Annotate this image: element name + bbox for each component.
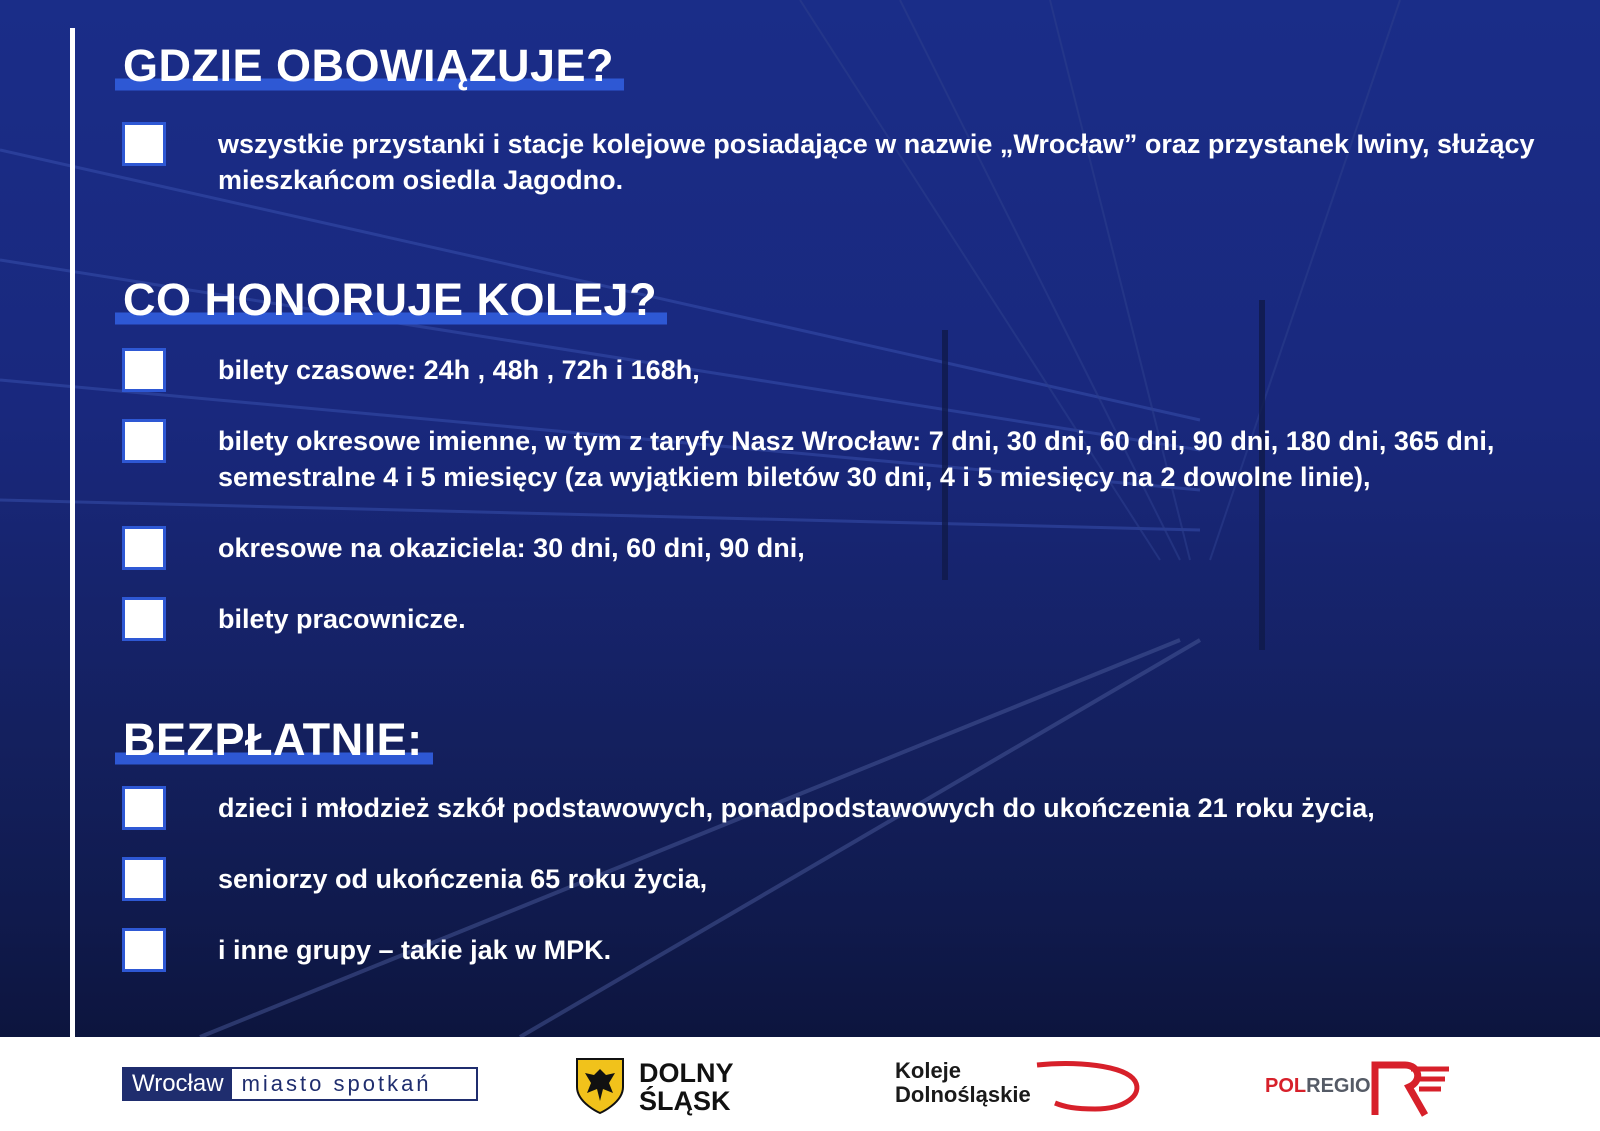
checkbox-icon <box>122 122 166 166</box>
list-item-text: i inne grupy – takie jak w MPK. <box>218 935 612 965</box>
checkbox-icon <box>122 419 166 463</box>
koleje-line: Koleje <box>895 1058 962 1083</box>
list-item-text: bilety czasowe: 24h , 48h , 72h i 168h, <box>218 355 700 385</box>
checkbox-icon <box>122 526 166 570</box>
wroclaw-logo <box>122 1067 478 1101</box>
list-item-text: bilety pracownicze. <box>218 604 466 634</box>
section-heading-where-valid: GDZIE OBOWIĄZUJE? <box>115 38 624 94</box>
checkbox-icon <box>122 597 166 641</box>
checkbox-icon <box>122 928 166 972</box>
slask-line: ŚLĄSK <box>639 1086 731 1116</box>
list-item-text: dzieci i młodzież szkół podstawowych, ponadpodstawowych do ukończenia 21 roku życia, <box>218 793 1375 823</box>
checkbox-icon <box>122 857 166 901</box>
list-item-text: wszystkie przystanki i stacje kolejowe posiadające w nazwie „Wrocław” oraz przystanek Iwiny, służący mieszkańcom osiedla Jagodno. <box>218 129 1535 195</box>
dolny-line: DOLNY <box>639 1058 734 1088</box>
dolny-slask-wordmark <box>639 1059 734 1115</box>
polregio-logo <box>1265 1059 1465 1119</box>
dolnoslaskie-line: Dolnośląskie <box>895 1082 1031 1107</box>
polregio-wordmark <box>1265 1075 1371 1098</box>
checkbox-icon <box>122 348 166 392</box>
wroclaw-logo-name: Wrocław <box>124 1069 232 1099</box>
swoosh-icon <box>1035 1059 1145 1115</box>
checkbox-icon <box>122 786 166 830</box>
list-item-text: okresowe na okaziciela: 30 dni, 60 dni, 90 dni, <box>218 533 805 563</box>
logo-footer <box>0 1037 1600 1131</box>
eagle-crest-icon <box>575 1057 625 1115</box>
section-heading-honored-tickets: CO HONORUJE KOLEJ? <box>115 272 667 328</box>
koleje-wordmark <box>895 1059 1031 1107</box>
polregio-part2: REGIO <box>1306 1075 1371 1097</box>
koleje-dolnoslaskie-logo <box>895 1059 1145 1119</box>
section-heading-free: BEZPŁATNIE: <box>115 712 433 768</box>
polregio-part1: POL <box>1265 1075 1307 1097</box>
list-item-text: bilety okresowe imienne, w tym z taryfy Nasz Wrocław: 7 dni, 30 dni, 60 dni, 90 dni, 180 dni, 365 dni, semestralne 4 i 5 miesięcy (za wyjątkiem biletów 30 dni, 4 i 5 miesięcy na 2 dowolne linie), <box>218 426 1495 492</box>
list-item-text: seniorzy od ukończenia 65 roku życia, <box>218 864 708 894</box>
wroclaw-logo-tagline: miasto spotkań <box>241 1071 432 1096</box>
dolny-slask-logo <box>575 1057 755 1117</box>
vertical-divider-line <box>70 28 75 1037</box>
polregio-arrow-icon <box>1365 1059 1455 1117</box>
